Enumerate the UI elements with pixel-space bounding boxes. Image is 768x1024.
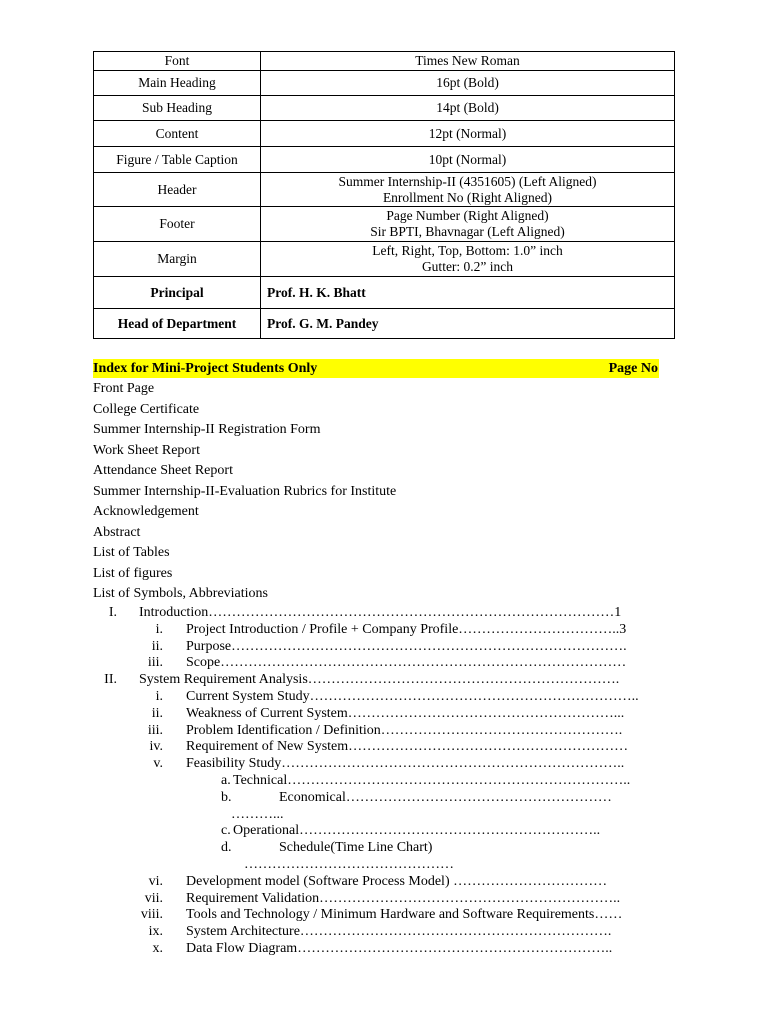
front-matter-list xyxy=(93,379,396,605)
toc-entry-number: ii. xyxy=(151,638,163,654)
toc-entry-number: i. xyxy=(155,688,163,704)
toc-entry-text: System Architecture…………………………………………………………. xyxy=(186,924,612,940)
front-matter-item: Abstract xyxy=(93,524,141,540)
toc-entry-text: Data Flow Diagram………………………………………………………….. xyxy=(186,940,613,956)
format-row xyxy=(94,147,675,173)
toc-entry xyxy=(93,790,693,807)
format-label: Margin xyxy=(94,242,261,277)
toc-entry xyxy=(93,840,693,857)
format-value-line: Prof. H. K. Bhatt xyxy=(267,284,366,300)
format-label: Figure / Table Caption xyxy=(94,147,261,173)
toc-entry-number: v. xyxy=(153,756,163,772)
toc-entry-text: Technical……………………………………………………………….. xyxy=(233,772,631,788)
toc-entry-number: b. xyxy=(221,789,232,805)
toc-entry-number: vii. xyxy=(144,890,163,906)
toc-entry xyxy=(93,941,693,958)
toc-entry-text: Operational……………………………………………………….. xyxy=(233,823,601,839)
toc-entry xyxy=(93,739,693,756)
toc-entry-number: II. xyxy=(104,672,117,688)
toc-entry-text: ………... xyxy=(231,806,284,822)
format-value xyxy=(261,207,675,242)
format-label: Principal xyxy=(94,277,261,309)
toc-entry-text: Current System Study…………………………………………………………….. xyxy=(186,688,639,704)
format-row xyxy=(94,71,675,96)
front-matter-item: Summer Internship-II-Evaluation Rubrics for Institute xyxy=(93,483,397,499)
format-value-line: 14pt (Bold) xyxy=(436,100,499,115)
front-matter-item: Front Page xyxy=(93,381,155,396)
format-value-line: Left, Right, Top, Bottom: 1.0” inch xyxy=(372,243,563,258)
format-row xyxy=(94,52,675,71)
format-label: Footer xyxy=(94,207,261,242)
toc-entry-text: Tools and Technology / Minimum Hardware and Software Requirements…… xyxy=(186,907,623,923)
table-of-contents xyxy=(93,605,693,958)
front-matter-item: College Certificate xyxy=(93,401,200,417)
front-matter-item: Work Sheet Report xyxy=(93,442,200,458)
front-matter-item: Summer Internship-II Registration Form xyxy=(93,422,321,437)
format-label: Font xyxy=(94,52,261,71)
format-value xyxy=(261,309,675,339)
toc-entry-text: System Requirement Analysis…………………………………………………………. xyxy=(139,672,620,688)
format-value xyxy=(261,71,675,96)
toc-entry xyxy=(93,672,693,689)
toc-entry xyxy=(93,706,693,723)
format-row xyxy=(94,309,675,339)
format-value-line: Page Number (Right Aligned) xyxy=(386,208,549,223)
format-spec-table xyxy=(93,51,675,339)
format-row xyxy=(94,207,675,242)
toc-entry xyxy=(93,857,693,874)
toc-entry xyxy=(93,655,693,672)
front-matter-item: List of Tables xyxy=(93,545,170,560)
toc-entry xyxy=(93,605,693,622)
format-value xyxy=(261,52,675,71)
format-label: Main Heading xyxy=(94,71,261,96)
page-no-label: Page No xyxy=(608,361,658,376)
toc-entry-number: viii. xyxy=(140,907,163,923)
front-matter-item: List of Symbols, Abbreviations xyxy=(93,586,268,601)
toc-entry-number: d. xyxy=(221,840,232,856)
format-row xyxy=(94,121,675,147)
format-value-line: Sir BPTI, Bhavnagar (Left Aligned) xyxy=(370,224,565,239)
format-value xyxy=(261,242,675,277)
format-value-line: Gutter: 0.2” inch xyxy=(421,259,514,274)
toc-entry-text: Development model (Software Process Model) …………………………… xyxy=(186,873,608,889)
format-value-line: 10pt (Normal) xyxy=(428,151,507,167)
toc-entry-text: Economical………………………………………………… xyxy=(279,789,612,805)
toc-entry xyxy=(93,891,693,908)
toc-entry-text: Requirement of New System…………………………………………………… xyxy=(186,739,629,755)
toc-entry xyxy=(93,874,693,891)
format-row xyxy=(94,96,675,121)
toc-entry-number: a. xyxy=(221,772,231,788)
toc-entry xyxy=(93,907,693,924)
format-value xyxy=(261,121,675,147)
format-label: Header xyxy=(94,173,261,207)
toc-entry xyxy=(93,723,693,740)
format-label: Sub Heading xyxy=(94,96,261,121)
toc-entry xyxy=(93,823,693,840)
format-value-line: Times New Roman xyxy=(415,53,520,68)
format-value-line: 12pt (Normal) xyxy=(428,125,507,141)
format-row xyxy=(94,242,675,277)
toc-entry-number: iii. xyxy=(147,655,163,671)
format-value xyxy=(261,277,675,309)
toc-entry xyxy=(93,622,693,639)
index-title: Index for Mini-Project Students Only xyxy=(93,361,318,376)
toc-entry-number: I. xyxy=(108,605,117,620)
toc-entry-text: Introduction……………………………………………………………………………1 xyxy=(139,605,622,620)
toc-entry-number: iv. xyxy=(149,739,163,755)
toc-entry-number: iii. xyxy=(147,722,163,738)
format-value-line: 16pt (Bold) xyxy=(436,75,499,90)
toc-entry-text: Scope…………………………………………………………………………… xyxy=(186,655,627,671)
format-value xyxy=(261,96,675,121)
toc-entry xyxy=(93,639,693,656)
format-row xyxy=(94,173,675,207)
toc-entry-text: Feasibility Study……………………………………………………………….. xyxy=(186,756,625,772)
format-value-line: Summer Internship-II (4351605) (Left Aligned) xyxy=(338,173,597,189)
toc-entry-text: Weakness of Current System…………………………………………………... xyxy=(186,705,625,721)
format-label: Head of Department xyxy=(94,309,261,339)
toc-entry-text: Requirement Validation……………………………………………………….. xyxy=(186,890,621,906)
toc-entry-number: c. xyxy=(221,823,231,839)
toc-entry-number: ix. xyxy=(148,924,163,940)
format-value-line: Enrollment No (Right Aligned) xyxy=(382,189,553,205)
toc-entry-number: i. xyxy=(155,621,163,637)
toc-entry-text: Problem Identification / Definition……………………………………………. xyxy=(186,722,623,738)
format-label: Content xyxy=(94,121,261,147)
format-row xyxy=(94,277,675,309)
toc-entry-number: vi. xyxy=(148,873,163,889)
toc-entry-text: ……………………………………… xyxy=(244,856,454,872)
format-value-line: Prof. G. M. Pandey xyxy=(267,315,379,331)
format-value xyxy=(261,173,675,207)
index-heading xyxy=(93,359,659,378)
toc-entry-text: Purpose…………………………………………………………………………. xyxy=(186,638,627,654)
front-matter-item: Attendance Sheet Report xyxy=(93,463,233,478)
toc-entry-number: x. xyxy=(152,940,163,956)
front-matter-item: List of figures xyxy=(93,565,173,581)
toc-entry-text: Schedule(Time Line Chart) xyxy=(279,840,433,856)
toc-entry xyxy=(93,756,693,773)
toc-entry-number: ii. xyxy=(151,705,163,721)
toc-entry xyxy=(93,807,693,824)
toc-entry xyxy=(93,689,693,706)
toc-entry xyxy=(93,773,693,790)
format-value xyxy=(261,147,675,173)
toc-entry xyxy=(93,924,693,941)
toc-entry-text: Project Introduction / Profile + Company Profile……………………………..3 xyxy=(186,621,627,637)
front-matter-item: Acknowledgement xyxy=(93,504,199,519)
